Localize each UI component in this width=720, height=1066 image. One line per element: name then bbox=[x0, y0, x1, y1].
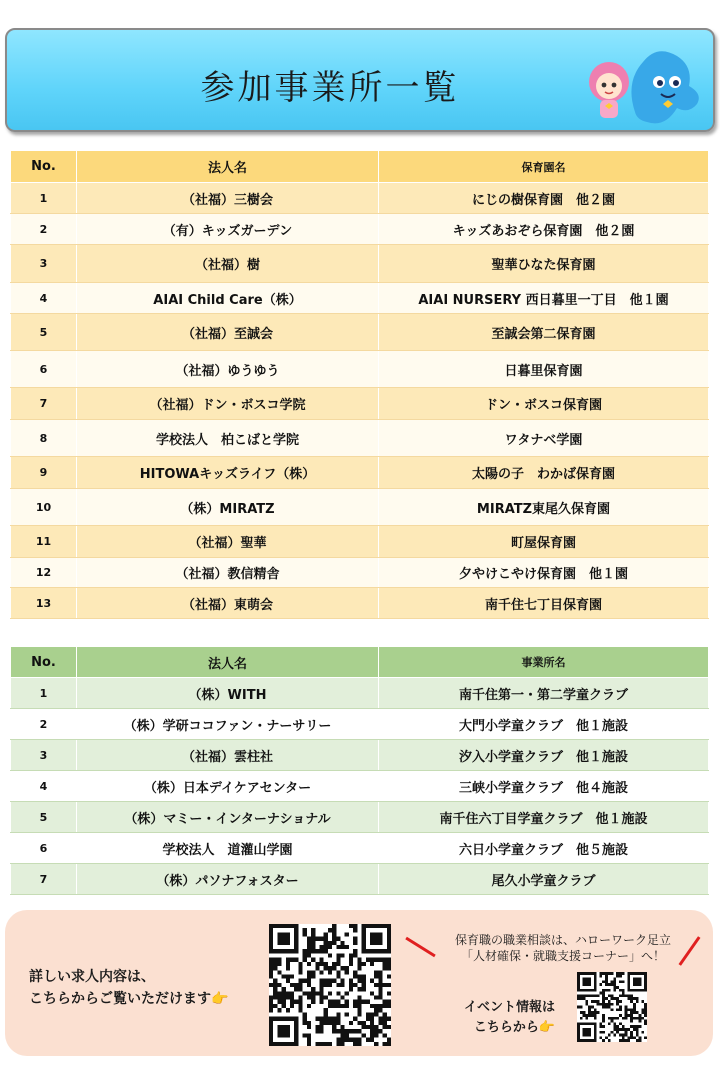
row-corp: （株）学研ココファン・ナーサリー bbox=[77, 709, 379, 740]
row-corp: （株）WITH bbox=[77, 678, 379, 709]
table-row bbox=[11, 388, 709, 420]
table-row bbox=[11, 420, 709, 457]
row-no: 13 bbox=[11, 588, 77, 619]
row-no: 7 bbox=[11, 388, 77, 420]
row-corp: （社福）三樹会 bbox=[77, 183, 379, 214]
row-corp: 学校法人 道灌山学園 bbox=[77, 833, 379, 864]
row-no: 2 bbox=[11, 214, 77, 245]
header-no: No. bbox=[11, 647, 77, 678]
table-header-row bbox=[11, 647, 709, 678]
row-corp: （有）キッズガーデン bbox=[77, 214, 379, 245]
row-corp: （社福）ドン・ボスコ学院 bbox=[77, 388, 379, 420]
row-no: 11 bbox=[11, 526, 77, 558]
row-facility: キッズあおぞら保育園 他２園 bbox=[379, 214, 709, 245]
table-row bbox=[11, 314, 709, 351]
title-banner bbox=[5, 28, 715, 132]
table-row bbox=[11, 183, 709, 214]
table-row bbox=[11, 709, 709, 740]
row-corp: （社福）ゆうゆう bbox=[77, 351, 379, 388]
row-facility: AIAI NURSERY 西日暮里一丁目 他１園 bbox=[379, 283, 709, 314]
row-corp: 学校法人 柏こばと学院 bbox=[77, 420, 379, 457]
job-info-line2: こちらからご覧いただけます👉 bbox=[29, 991, 229, 1007]
row-facility: ワタナベ学園 bbox=[379, 420, 709, 457]
hellowork-text bbox=[429, 932, 697, 964]
club-table bbox=[10, 646, 709, 895]
table-row bbox=[11, 351, 709, 388]
job-info-line1: 詳しい求人内容は、 bbox=[29, 969, 155, 985]
job-info-text bbox=[29, 966, 228, 1010]
event-info-line1: イベント情報は bbox=[463, 1000, 555, 1015]
table-row bbox=[11, 833, 709, 864]
table-row bbox=[11, 457, 709, 489]
mascot-characters-icon bbox=[585, 42, 705, 128]
table-row bbox=[11, 678, 709, 709]
row-facility: 日暮里保育園 bbox=[379, 351, 709, 388]
table-row bbox=[11, 283, 709, 314]
row-no: 6 bbox=[11, 833, 77, 864]
event-info-text bbox=[441, 998, 555, 1038]
header-facility: 事業所名 bbox=[379, 647, 709, 678]
row-no: 10 bbox=[11, 489, 77, 526]
event-info-line2: こちらから👉 bbox=[473, 1020, 555, 1035]
row-facility: 大門小学童クラブ 他１施設 bbox=[379, 709, 709, 740]
hellowork-line1: 保育職の職業相談は、ハローワーク足立 bbox=[454, 933, 671, 947]
table-row bbox=[11, 526, 709, 558]
table-row bbox=[11, 558, 709, 588]
row-no: 9 bbox=[11, 457, 77, 489]
row-facility: 尾久小学童クラブ bbox=[379, 864, 709, 895]
row-corp: （株）パソナフォスター bbox=[77, 864, 379, 895]
table-row bbox=[11, 214, 709, 245]
row-facility: 汐入小学童クラブ 他１施設 bbox=[379, 740, 709, 771]
table-row bbox=[11, 740, 709, 771]
row-facility: 聖華ひなた保育園 bbox=[379, 245, 709, 283]
row-facility: 六日小学童クラブ 他５施設 bbox=[379, 833, 709, 864]
row-facility: 太陽の子 わかば保育園 bbox=[379, 457, 709, 489]
row-no: 5 bbox=[11, 802, 77, 833]
row-no: 3 bbox=[11, 245, 77, 283]
header-no: No. bbox=[11, 151, 77, 183]
row-facility: 町屋保育園 bbox=[379, 526, 709, 558]
table-row bbox=[11, 489, 709, 526]
row-no: 2 bbox=[11, 709, 77, 740]
row-corp: （株）日本デイケアセンター bbox=[77, 771, 379, 802]
row-no: 4 bbox=[11, 283, 77, 314]
row-facility: 夕やけこやけ保育園 他１園 bbox=[379, 558, 709, 588]
table-row bbox=[11, 802, 709, 833]
row-corp: （社福）聖華 bbox=[77, 526, 379, 558]
row-facility: 南千住第一・第二学童クラブ bbox=[379, 678, 709, 709]
row-no: 1 bbox=[11, 183, 77, 214]
hellowork-line2: 「人材確保・就職支援コーナー」へ！ bbox=[460, 949, 665, 963]
row-corp: （株）MIRATZ bbox=[77, 489, 379, 526]
row-facility: ドン・ボスコ保育園 bbox=[379, 388, 709, 420]
row-corp: AIAI Child Care（株） bbox=[77, 283, 379, 314]
row-no: 7 bbox=[11, 864, 77, 895]
table-row bbox=[11, 588, 709, 619]
header-corp: 法人名 bbox=[77, 151, 379, 183]
header-corp: 法人名 bbox=[77, 647, 379, 678]
row-corp: （社福）樹 bbox=[77, 245, 379, 283]
row-facility: 南千住六丁目学童クラブ 他１施設 bbox=[379, 802, 709, 833]
row-corp: HITOWAキッズライフ（株） bbox=[77, 457, 379, 489]
row-facility: にじの樹保育園 他２園 bbox=[379, 183, 709, 214]
row-no: 3 bbox=[11, 740, 77, 771]
row-corp: （社福）至誠会 bbox=[77, 314, 379, 351]
row-corp: （社福）東萌会 bbox=[77, 588, 379, 619]
row-facility: 至誠会第二保育園 bbox=[379, 314, 709, 351]
row-no: 4 bbox=[11, 771, 77, 802]
row-no: 8 bbox=[11, 420, 77, 457]
row-no: 5 bbox=[11, 314, 77, 351]
row-corp: （社福）雲柱社 bbox=[77, 740, 379, 771]
table-row bbox=[11, 771, 709, 802]
row-corp: （社福）教信精舎 bbox=[77, 558, 379, 588]
header-facility: 保育園名 bbox=[379, 151, 709, 183]
info-panel bbox=[5, 910, 713, 1056]
page-title: 参加事業所一覧 bbox=[200, 68, 460, 108]
row-no: 6 bbox=[11, 351, 77, 388]
row-no: 12 bbox=[11, 558, 77, 588]
table-row bbox=[11, 245, 709, 283]
job-qr-code-icon[interactable] bbox=[269, 924, 391, 1046]
row-facility: 三峡小学童クラブ 他４施設 bbox=[379, 771, 709, 802]
table-header-row bbox=[11, 151, 709, 183]
table-row bbox=[11, 864, 709, 895]
row-facility: MIRATZ東尾久保育園 bbox=[379, 489, 709, 526]
row-corp: （株）マミー・インターナショナル bbox=[77, 802, 379, 833]
row-facility: 南千住七丁目保育園 bbox=[379, 588, 709, 619]
event-qr-code-icon[interactable] bbox=[577, 972, 647, 1042]
row-no: 1 bbox=[11, 678, 77, 709]
nursery-table bbox=[10, 150, 709, 619]
